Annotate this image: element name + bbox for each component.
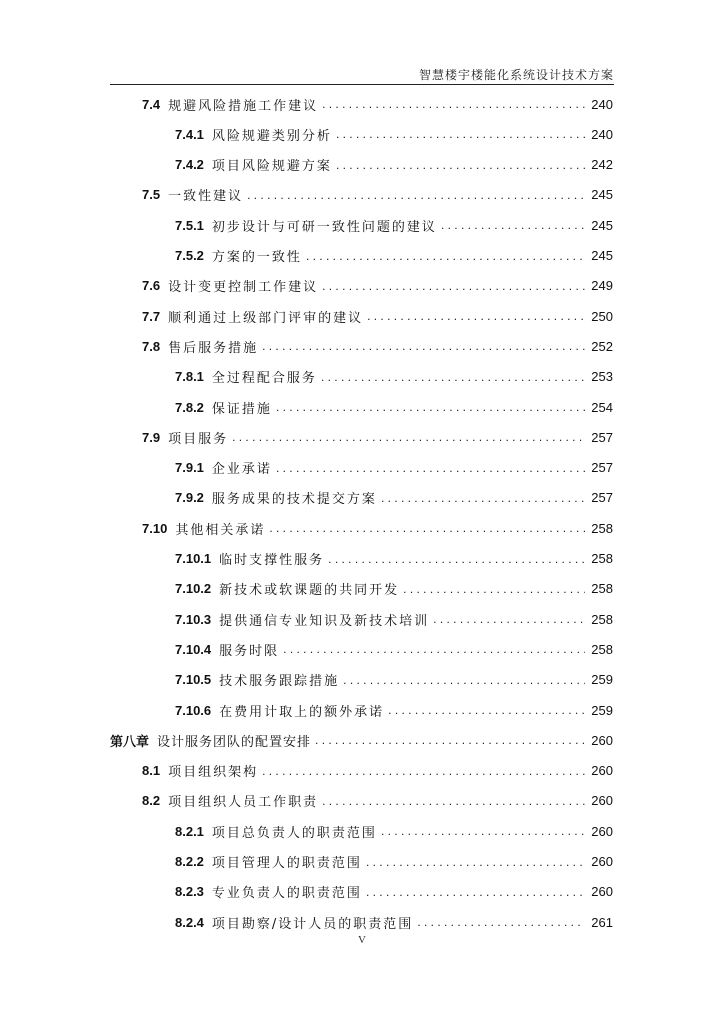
toc-entry[interactable] (175, 820, 613, 842)
toc-entry-number: 7.4 (142, 96, 161, 112)
toc-dot-leader (322, 279, 585, 293)
toc-dot-leader (262, 764, 585, 778)
toc-entry-page: 260 (591, 823, 613, 839)
toc-entry-page: 245 (591, 217, 613, 233)
toc-entry[interactable] (142, 790, 613, 812)
toc-dot-leader (403, 582, 585, 596)
toc-entry-number: 第八章 (110, 734, 150, 750)
toc-entry-number: 7.10.3 (175, 611, 212, 627)
toc-dot-leader (322, 97, 585, 111)
toc-entry-number: 7.9.2 (175, 490, 204, 506)
toc-entry-number: 7.7 (142, 308, 161, 324)
toc-entry-page: 242 (591, 157, 613, 173)
toc-entry-number: 7.10.5 (175, 672, 212, 688)
toc-entry-page: 257 (591, 490, 613, 506)
toc-entry-title: 专业负责人的职责范围 (211, 886, 362, 902)
toc-entry-title: 全过程配合服务 (211, 371, 317, 387)
toc-entry-title: 在费用计取上的额外承诺 (219, 704, 385, 720)
toc-dot-leader (343, 673, 585, 687)
toc-entry[interactable] (175, 214, 613, 236)
toc-entry-title: 项目组织人员工作职责 (168, 795, 319, 811)
toc-dot-leader (366, 885, 585, 899)
toc-entry-page: 258 (591, 581, 613, 597)
toc-entry-page: 249 (591, 278, 613, 294)
toc-entry-page: 260 (591, 732, 613, 748)
toc-entry-number: 7.8.2 (175, 399, 204, 415)
toc-entry-title: 项目勘察/设计人员的职责范围 (211, 916, 414, 932)
toc-entry-page: 257 (591, 460, 613, 476)
toc-entry-title: 技术服务跟踪措施 (219, 674, 340, 690)
toc-entry-number: 7.10.2 (175, 581, 212, 597)
page-number: V (358, 934, 366, 946)
toc-entry[interactable] (175, 608, 613, 630)
toc-dot-leader (381, 824, 585, 838)
toc-entry[interactable] (142, 335, 613, 357)
toc-entry-number: 8.2.1 (175, 823, 204, 839)
toc-entry-title: 提供通信专业知识及新技术培训 (219, 613, 430, 629)
toc-entry-page: 257 (591, 429, 613, 445)
toc-entry-page: 259 (591, 702, 613, 718)
toc-entry-title: 一致性建议 (168, 189, 244, 205)
toc-entry[interactable] (175, 548, 613, 570)
toc-entry-number: 7.9.1 (175, 460, 204, 476)
toc-dot-leader (232, 430, 585, 444)
toc-entry-page: 261 (591, 914, 613, 930)
toc-entry[interactable] (110, 729, 613, 751)
toc-entry-number: 7.5.2 (175, 248, 204, 263)
toc-dot-leader (328, 552, 585, 566)
toc-dot-leader (322, 794, 585, 808)
toc-entry-number: 7.10.4 (175, 641, 212, 657)
toc-dot-leader (336, 127, 585, 141)
toc-entry-number: 7.10.6 (175, 702, 212, 718)
toc-dot-leader (262, 339, 585, 353)
toc-entry-number: 8.2.2 (175, 854, 204, 869)
toc-entry[interactable] (175, 457, 613, 479)
toc-entry-page: 260 (591, 763, 613, 779)
toc-entry[interactable] (175, 699, 613, 721)
toc-entry-number: 7.8.1 (175, 369, 204, 385)
toc-entry[interactable] (142, 305, 613, 327)
toc-entry[interactable] (142, 760, 613, 782)
toc-dot-leader (417, 915, 585, 929)
toc-dot-leader (367, 309, 585, 323)
toc-entry-page: 245 (591, 248, 613, 263)
toc-entry-number: 7.10.1 (175, 551, 212, 566)
toc-entry-title: 其他相关承诺 (175, 522, 266, 538)
toc-entry-page: 258 (591, 611, 613, 627)
toc-entry-number: 7.5 (142, 187, 161, 203)
toc-entry[interactable] (175, 487, 613, 509)
toc-entry-page: 252 (591, 338, 613, 354)
toc-entry-number: 7.9 (142, 429, 161, 445)
toc-entry-number: 7.4.1 (175, 126, 204, 142)
toc-dot-leader (306, 249, 585, 263)
toc-entry[interactable] (142, 517, 613, 539)
toc-dot-leader (321, 370, 585, 384)
toc-entry-title: 方案的一致性 (211, 250, 302, 265)
toc-entry-title: 临时支撑性服务 (219, 553, 325, 568)
toc-entry[interactable] (175, 245, 613, 267)
toc-entry-number: 7.6 (142, 278, 161, 294)
toc-entry-title: 顺利通过上级部门评审的建议 (168, 310, 364, 326)
toc-entry[interactable] (142, 93, 613, 115)
toc-entry-page: 245 (591, 187, 613, 203)
toc-entry-title: 初步设计与可研一致性问题的建议 (211, 219, 437, 235)
toc-dot-leader (276, 400, 585, 414)
toc-entry-title: 项目总负责人的职责范围 (211, 825, 377, 841)
toc-dot-leader (315, 733, 585, 747)
toc-entry[interactable] (175, 154, 613, 176)
toc-entry[interactable] (142, 426, 613, 448)
toc-entry-page: 258 (591, 551, 613, 566)
toc-dot-leader (276, 461, 585, 475)
toc-dot-leader (388, 703, 585, 717)
header-rule (110, 84, 614, 85)
toc-entry-number: 8.2.4 (175, 914, 204, 930)
toc-entry[interactable] (175, 638, 613, 660)
toc-dot-leader (433, 612, 585, 626)
toc-entry[interactable] (175, 123, 613, 145)
header-title: 智慧楼宇楼能化系统设计技术方案 (418, 68, 614, 82)
toc-dot-leader (381, 491, 585, 505)
toc-entry-title: 保证措施 (211, 401, 272, 417)
toc-entry[interactable] (175, 396, 613, 418)
toc-entry-number: 8.2 (142, 793, 161, 809)
toc-entry-page: 250 (591, 308, 613, 324)
toc-entry-page: 253 (591, 369, 613, 385)
toc-entry[interactable] (175, 366, 613, 388)
toc-dot-leader (366, 855, 585, 869)
toc-entry-title: 项目管理人的职责范围 (211, 856, 362, 871)
toc-entry-page: 240 (591, 126, 613, 142)
toc-entry-title: 设计变更控制工作建议 (168, 280, 319, 296)
toc-entry[interactable] (175, 578, 613, 600)
toc-entry-number: 7.8 (142, 338, 161, 354)
toc-entry-title: 项目风险规避方案 (211, 159, 332, 175)
toc-entry-page: 259 (591, 672, 613, 688)
toc-entry[interactable] (142, 275, 613, 297)
toc-entry-title: 规避风险措施工作建议 (168, 98, 319, 114)
toc-entry[interactable] (175, 911, 613, 933)
toc-entry-page: 260 (591, 884, 613, 900)
toc-entry-number: 8.2.3 (175, 884, 204, 900)
toc-entry[interactable] (142, 184, 613, 206)
toc-entry-title: 售后服务措施 (168, 340, 259, 356)
toc-entry-page: 240 (591, 96, 613, 112)
toc-dot-leader (269, 521, 585, 535)
toc-entry-number: 8.1 (142, 763, 161, 779)
toc-entry-title: 新技术或软课题的共同开发 (219, 583, 400, 599)
toc-entry-title: 风险规避类别分析 (211, 128, 332, 144)
toc-entry-page: 258 (591, 520, 613, 536)
toc-entry[interactable] (175, 851, 613, 873)
toc-dot-leader (283, 642, 585, 656)
toc-entry-title: 设计服务团队的配置安排 (157, 734, 312, 750)
toc-entry-page: 260 (591, 854, 613, 869)
toc-entry-page: 254 (591, 399, 613, 415)
toc-entry[interactable] (175, 881, 613, 903)
toc-entry-page: 258 (591, 641, 613, 657)
toc-entry-title: 企业承诺 (211, 462, 272, 478)
toc-entry-number: 7.10 (142, 520, 168, 536)
toc-dot-leader (336, 158, 585, 172)
toc-entry-page: 260 (591, 793, 613, 809)
toc-entry-number: 7.5.1 (175, 217, 204, 233)
toc-entry-title: 项目组织架构 (168, 765, 259, 781)
toc-entry-title: 项目服务 (168, 431, 229, 447)
toc-entry[interactable] (175, 669, 613, 691)
toc-entry-number: 7.4.2 (175, 157, 204, 173)
toc-entry-title: 服务成果的技术提交方案 (211, 492, 377, 508)
toc-dot-leader (247, 188, 585, 202)
toc-dot-leader (441, 218, 585, 232)
toc-entry-title: 服务时限 (219, 643, 280, 659)
